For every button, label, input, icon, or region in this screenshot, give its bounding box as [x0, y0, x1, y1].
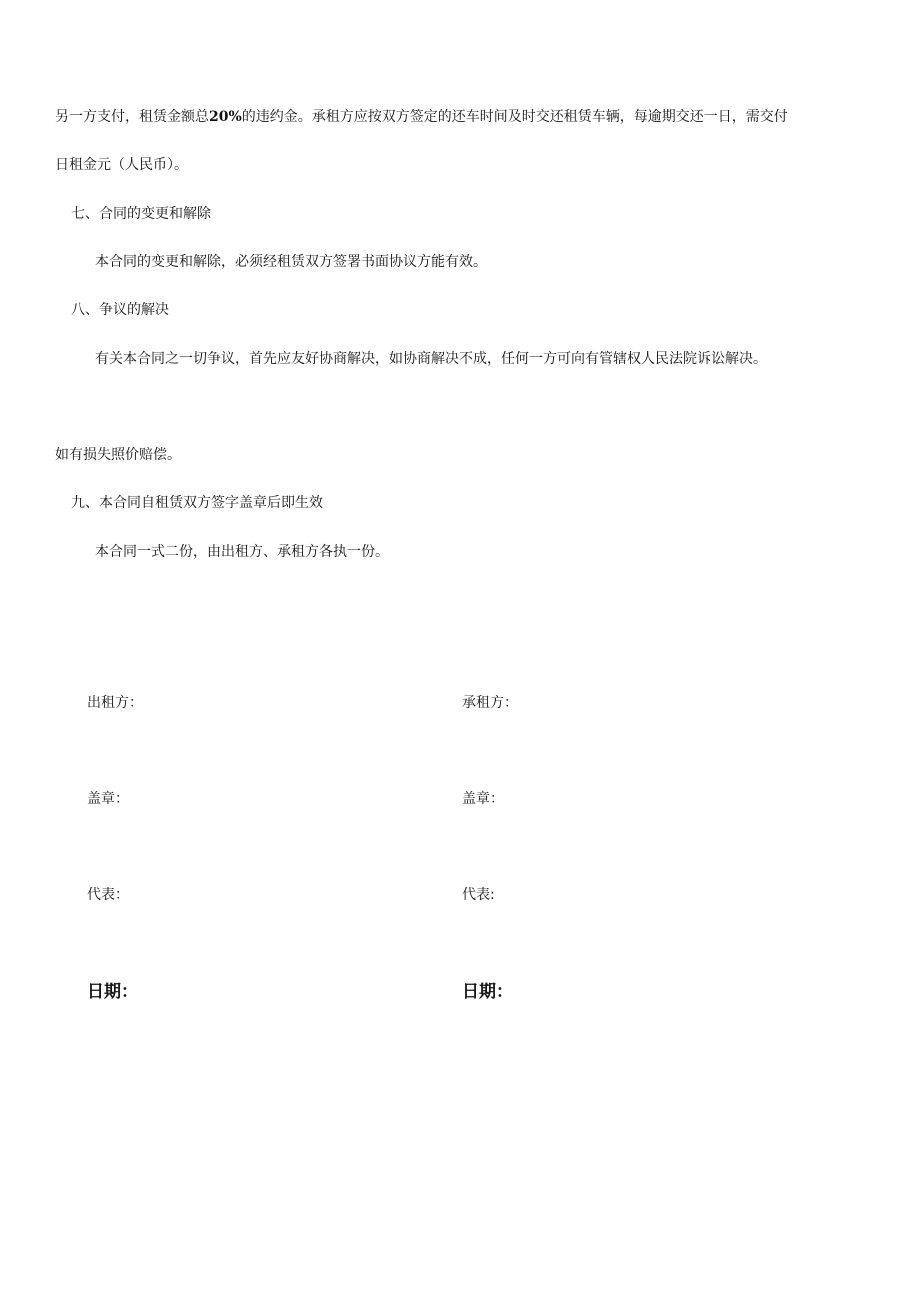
section-7-body: 本合同的变更和解除，必须经租赁双方签署书面协议方能有效。 [95, 254, 487, 270]
lessee-seal-label: 盖章： [462, 791, 504, 807]
paragraph-penalty [55, 108, 788, 126]
section-8-body: 有关本合同之一切争议，首先应友好协商解决，如协商解决不成，任何一方可向有管辖权人民法院诉讼解决。 [95, 351, 767, 367]
lessor-seal-label: 盖章： [87, 791, 129, 807]
section-9-body: 本合同一式二份，由出租方、承租方各执一份。 [95, 544, 389, 560]
section-7-title: 七、合同的变更和解除 [71, 206, 211, 222]
lessee-date-label: 日期： [462, 982, 513, 1002]
penalty-percentage: 20% [209, 109, 242, 125]
penalty-text-after: 的违约金。承租方应按双方签定的还车时间及时交还租赁车辆，每逾期交还一日，需交付 [241, 109, 788, 125]
lessor-label: 出租方： [87, 695, 143, 711]
paragraph-daily-rent: 日租金元（人民币）。 [55, 157, 188, 173]
penalty-text-before: 另一方支付，租赁金额总 [55, 109, 209, 125]
paragraph-loss: 如有损失照价赔偿。 [55, 447, 181, 463]
lessee-label: 承租方： [462, 695, 518, 711]
lessee-representative-label: 代表: [462, 887, 495, 903]
section-9-title: 九、本合同自租赁双方签字盖章后即生效 [71, 495, 323, 511]
lessor-representative-label: 代表： [87, 887, 129, 903]
lessor-date-label: 日期： [87, 982, 138, 1002]
section-8-title: 八、争议的解决 [71, 302, 169, 318]
